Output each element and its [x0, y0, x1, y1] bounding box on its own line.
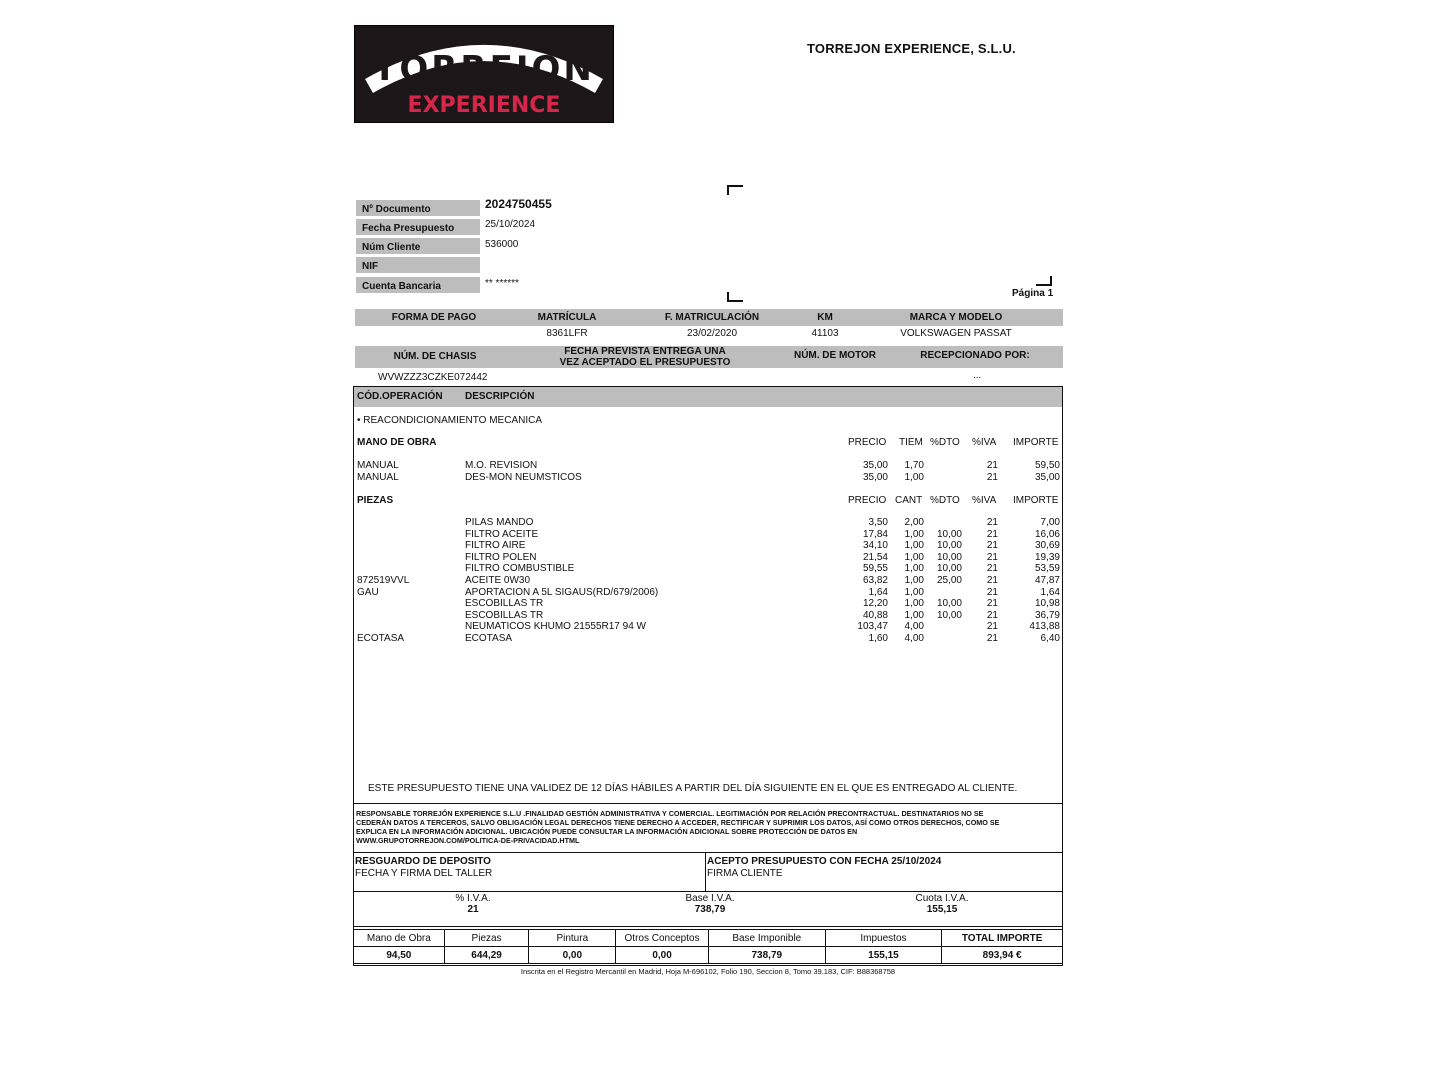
row-price: 1,60 — [868, 633, 888, 644]
vat-percent-block — [423, 893, 523, 915]
doc-number-value: 2024750455 — [485, 197, 552, 211]
chassis-number-value: WVWZZZ3CZKE072442 — [378, 372, 488, 383]
row-amount: 47,87 — [1034, 575, 1060, 586]
row-quantity: 1,00 — [904, 528, 924, 540]
page-number: Página 1 — [1012, 288, 1054, 299]
bank-account-label: Cuenta Bancaria — [356, 277, 480, 294]
km-value: 41103 — [811, 328, 839, 339]
totals-table — [353, 929, 1063, 964]
payment-method-header: FORMA DE PAGO — [391, 312, 477, 323]
divider — [354, 803, 1062, 804]
row-vat: 21 — [986, 609, 998, 621]
vat-amount-block — [892, 893, 992, 915]
table-row — [354, 460, 1062, 472]
parts-title: PIEZAS — [357, 495, 394, 506]
accept-subtitle: FIRMA CLIENTE — [707, 868, 783, 879]
legal-notice — [356, 809, 1056, 845]
legal-line-2: CEDERÁN DATOS A TERCEROS, SALVO OBLIGACIÓN LEGAL DERECHOS TIENE DERECHO A ACCEDER, RECTIFICAR Y SUPRIMIR LOS DATOS, ASÍ COMO OTROS DERECHOS, COMO SE — [356, 818, 1000, 827]
total-other-header: Otros Conceptos — [616, 930, 709, 947]
row-amount: 19,39 — [1034, 551, 1060, 563]
total-other-value: 0,00 — [616, 947, 709, 964]
registration-date-header: F. MATRICULACIÓN — [664, 312, 760, 323]
table-row — [354, 552, 1062, 564]
row-quantity: 1,00 — [904, 598, 924, 610]
row-description: ESCOBILLAS TR — [465, 609, 544, 621]
labor-col-time: TIEM — [899, 437, 923, 448]
row-discount: 10,00 — [936, 551, 962, 563]
crop-mark-bottom-right — [1036, 276, 1052, 286]
table-row — [354, 472, 1062, 484]
row-price: 63,82 — [862, 575, 888, 586]
row-description: APORTACION A 5L SIGAUS(RD/679/2006) — [465, 586, 659, 598]
row-quantity: 1,70 — [904, 460, 924, 471]
description-header — [354, 387, 1062, 407]
row-quantity: 1,00 — [904, 540, 924, 552]
table-row — [354, 621, 1062, 633]
row-quantity: 1,00 — [904, 472, 924, 483]
row-description: DES-MON NEUMSTICOS — [465, 472, 582, 483]
grand-total-header: TOTAL IMPORTE — [942, 930, 1063, 947]
parts-col-quantity: CANT — [895, 495, 923, 506]
total-paint-header: Pintura — [529, 930, 616, 947]
row-discount: 10,00 — [936, 528, 962, 540]
plate-header: MATRÍCULA — [537, 312, 597, 323]
row-vat: 21 — [986, 586, 998, 598]
km-header: KM — [817, 312, 833, 323]
table-row — [354, 610, 1062, 622]
row-amount: 30,69 — [1034, 540, 1060, 552]
divider — [354, 926, 1062, 927]
registry-note: Inscrita en el Registro Mercantil en Madrid, Hoja M-696102, Folio 190, Seccion 8, Tomo 39.183, CIF: B88368758 — [520, 967, 896, 976]
client-number-value: 536000 — [485, 239, 519, 250]
row-vat: 21 — [986, 563, 998, 575]
row-vat: 21 — [986, 540, 998, 552]
row-price: 12,20 — [862, 598, 888, 610]
total-taxable-base-header: Base Imponible — [708, 930, 825, 947]
vat-base-value: 738,79 — [694, 904, 726, 915]
row-quantity: 4,00 — [904, 633, 924, 644]
divider — [354, 852, 1062, 853]
legal-line-1: RESPONSABLE TORREJÓN EXPERIENCE S.L.U .FINALIDAD GESTIÓN ADMINISTRATIVA Y COMERCIAL. LEGITIMACIÓN POR RELACIÓN PRECONTRACTUAL. DESTINATARIOS NO SE — [356, 809, 984, 818]
row-code: MANUAL — [357, 472, 399, 483]
parts-header-row — [354, 495, 1062, 507]
row-amount: 1,64 — [1040, 586, 1060, 598]
legal-line-4: WWW.GRUPOTORREJON.COM/POLITICA-DE-PRIVACIDAD.HTML — [356, 836, 580, 845]
row-description: ESCOBILLAS TR — [465, 598, 544, 610]
row-quantity: 2,00 — [904, 517, 924, 528]
row-price: 17,84 — [862, 528, 888, 540]
row-discount: 10,00 — [936, 598, 962, 610]
row-quantity: 1,00 — [904, 575, 924, 586]
received-by-header: RECEPCIONADO POR: — [920, 350, 1030, 361]
parts-col-price: PRECIO — [848, 495, 887, 506]
row-vat: 21 — [986, 598, 998, 610]
vat-percent-label: % I.V.A. — [455, 893, 491, 904]
company-name: TORREJON EXPERIENCE, S.L.U. — [807, 41, 1016, 56]
doc-number-label: Nº Documento — [356, 200, 480, 217]
operation-code-header: CÓD.OPERACIÓN — [357, 391, 443, 402]
row-discount: 25,00 — [936, 575, 962, 586]
plate-value: 8361LFR — [546, 328, 588, 339]
table-row — [354, 587, 1062, 599]
grand-total-value: 893,94 € — [942, 947, 1063, 964]
table-row — [354, 540, 1062, 552]
row-quantity: 1,00 — [904, 563, 924, 575]
row-description: ACEITE 0W30 — [465, 575, 531, 586]
doc-date-label: Fecha Presupuesto — [356, 219, 480, 236]
total-taxes-value: 155,15 — [825, 947, 942, 964]
logo-word-1: TORREJON — [373, 49, 595, 89]
row-price: 35,00 — [862, 472, 888, 483]
labor-header-row — [354, 437, 1062, 449]
row-amount: 53,59 — [1034, 563, 1060, 575]
deposit-title: RESGUARDO DE DEPOSITO — [355, 856, 491, 867]
row-discount: 10,00 — [936, 609, 962, 621]
row-discount: 10,00 — [936, 540, 962, 552]
row-vat: 21 — [986, 517, 998, 528]
labor-col-vat: %IVA — [972, 437, 997, 448]
row-discount: 10,00 — [936, 563, 962, 575]
row-quantity: 4,00 — [904, 621, 924, 633]
description-column-header: DESCRIPCIÓN — [465, 391, 535, 402]
vat-base-label: Base I.V.A. — [685, 893, 735, 904]
row-vat: 21 — [986, 551, 998, 563]
row-code: ECOTASA — [357, 633, 405, 644]
doc-date-value: 25/10/2024 — [485, 219, 536, 230]
row-amount: 59,50 — [1034, 460, 1060, 471]
row-description: FILTRO COMBUSTIBLE — [465, 563, 575, 575]
divider — [354, 891, 1062, 892]
labor-title: MANO DE OBRA — [357, 437, 437, 448]
total-taxable-base-value: 738,79 — [708, 947, 825, 964]
row-description: FILTRO POLEN — [465, 551, 537, 563]
section-title: • REACONDICIONAMIENTO MECANICA — [357, 415, 542, 426]
expected-delivery-header-1: FECHA PREVISTA ENTREGA UNA — [564, 346, 726, 357]
row-price: 35,00 — [862, 460, 888, 471]
nif-label: NIF — [356, 257, 480, 274]
parts-col-amount: IMPORTE — [1013, 495, 1059, 506]
parts-col-vat: %IVA — [972, 495, 997, 506]
vat-amount-value: 155,15 — [926, 904, 958, 915]
row-description: NEUMATICOS KHUMO 21555R17 94 W — [465, 621, 646, 633]
logo-word-2: EXPERIENCE — [407, 93, 561, 118]
total-labor-value: 94,50 — [354, 947, 445, 964]
deposit-subtitle: FECHA Y FIRMA DEL TALLER — [355, 868, 493, 879]
row-vat: 21 — [986, 472, 998, 483]
chassis-header-bar — [355, 346, 1063, 368]
total-paint-value: 0,00 — [529, 947, 616, 964]
table-row — [354, 598, 1062, 610]
row-code: 872519VVL — [357, 575, 410, 586]
row-description: FILTRO AIRE — [465, 540, 526, 552]
totals-header-row — [354, 930, 1063, 947]
table-row — [354, 575, 1062, 587]
row-price: 40,88 — [862, 609, 888, 621]
make-model-value: VOLKSWAGEN PASSAT — [900, 328, 1012, 339]
table-row — [354, 529, 1062, 541]
row-code: MANUAL — [357, 460, 399, 471]
row-price: 34,10 — [862, 540, 888, 552]
crop-mark-bottom-left — [727, 292, 743, 302]
total-labor-header: Mano de Obra — [354, 930, 445, 947]
logo-graphic — [355, 26, 613, 122]
row-description: M.O. REVISION — [465, 460, 538, 471]
bank-account-value: ** ****** — [485, 278, 519, 289]
row-amount: 36,79 — [1034, 609, 1060, 621]
vat-base-block — [660, 893, 760, 915]
registration-date-value: 23/02/2020 — [686, 328, 738, 339]
labor-col-price: PRECIO — [848, 437, 887, 448]
row-vat: 21 — [986, 460, 998, 471]
labor-col-amount: IMPORTE — [1013, 437, 1059, 448]
vehicle-header-bar — [355, 309, 1063, 326]
parts-col-discount: %DTO — [930, 495, 960, 506]
row-code: GAU — [357, 586, 379, 598]
crop-mark-top-left — [727, 185, 743, 195]
row-price: 1,64 — [868, 586, 888, 598]
accept-title: ACEPTO PRESUPUESTO CON FECHA 25/10/2024 — [707, 856, 942, 867]
total-parts-header: Piezas — [444, 930, 529, 947]
row-amount: 16,06 — [1034, 528, 1060, 540]
row-quantity: 1,00 — [904, 586, 924, 598]
company-logo — [354, 25, 614, 123]
total-taxes-header: Impuestos — [825, 930, 942, 947]
vat-percent-value: 21 — [467, 904, 479, 915]
row-description: PILAS MANDO — [465, 517, 534, 528]
row-quantity: 1,00 — [904, 551, 924, 563]
totals-value-row — [354, 947, 1063, 964]
table-row — [354, 517, 1062, 529]
expected-delivery-header-2: VEZ ACEPTADO EL PRESUPUESTO — [559, 357, 731, 368]
row-price: 21,54 — [862, 551, 888, 563]
row-price: 3,50 — [868, 517, 888, 528]
row-price: 103,47 — [857, 621, 888, 633]
table-row — [354, 563, 1062, 575]
make-model-header: MARCA Y MODELO — [909, 312, 1003, 323]
row-amount: 7,00 — [1040, 517, 1060, 528]
row-amount: 6,40 — [1040, 633, 1060, 644]
validity-note: ESTE PRESUPUESTO TIENE UNA VALIDEZ DE 12 DÍAS HÁBILES A PARTIR DEL DÍA SIGUIENTE EN EL QUE ES ENTREGADO AL CLIENTE. — [368, 783, 1018, 794]
received-by-value: ... — [973, 370, 982, 381]
legal-line-3: EXPLICA EN LA INFORMACIÓN ADICIONAL. UBICACIÓN PUEDE CONSULTAR LA INFORMACIÓN ADICIONAL SOBRE PROTECCIÓN DE DATOS EN — [356, 827, 858, 836]
vat-amount-label: Cuota I.V.A. — [915, 893, 969, 904]
chassis-number-header: NÚM. DE CHASIS — [393, 351, 477, 362]
labor-col-discount: %DTO — [930, 437, 960, 448]
row-description: FILTRO ACEITE — [465, 528, 539, 540]
row-vat: 21 — [986, 528, 998, 540]
row-description: ECOTASA — [465, 633, 513, 644]
row-vat: 21 — [986, 633, 998, 644]
row-amount: 35,00 — [1034, 472, 1060, 483]
total-parts-value: 644,29 — [444, 947, 529, 964]
signature-divider — [705, 853, 706, 891]
row-quantity: 1,00 — [904, 609, 924, 621]
row-amount: 413,88 — [1029, 621, 1060, 633]
row-vat: 21 — [986, 621, 998, 633]
engine-number-header: NÚM. DE MOTOR — [793, 350, 877, 361]
client-number-label: Núm Cliente — [356, 238, 480, 255]
row-price: 59,55 — [862, 563, 888, 575]
row-vat: 21 — [986, 575, 998, 586]
table-row — [354, 633, 1062, 645]
row-amount: 10,98 — [1034, 598, 1060, 610]
vehicle-data-row — [355, 328, 1063, 342]
